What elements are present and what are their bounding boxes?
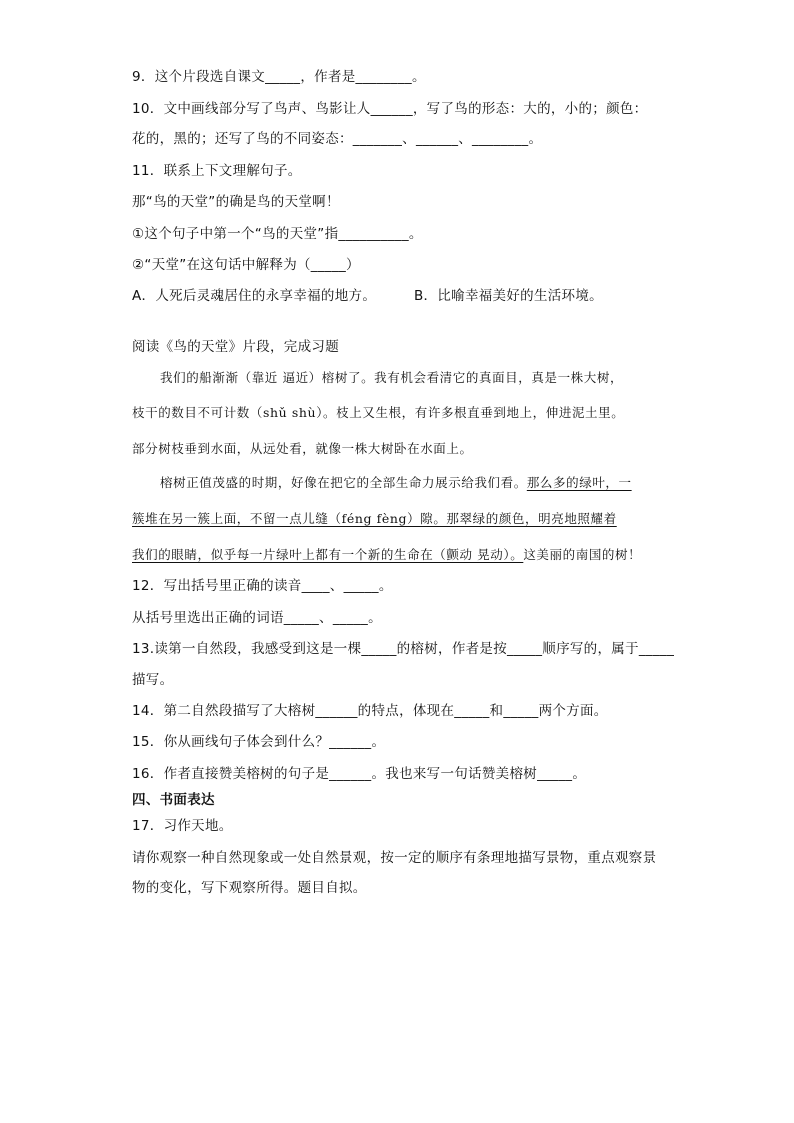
- passage-p1-line2: 枝干的数目不可计数（shǔ shù）。枝上又生根，有许多根直垂到地上，伸进泥土里。: [132, 405, 625, 420]
- passage-p1-line1: 我们的船渐渐（靠近 逼近）榕树了。我有机会看清它的真面目，真是一株大树，: [160, 370, 624, 385]
- passage-p2-line1: [160, 474, 632, 492]
- question-11-part2: ②“天堂”在这句话中解释为（_____）: [132, 257, 360, 273]
- question-16: 16．作者直接赞美榕树的句子是______。我也来写一句话赞美榕树_____。: [132, 766, 587, 782]
- question-11: 11．联系上下文理解句子。: [132, 163, 302, 179]
- question-10-line2: 花的，黑的；还写了鸟的不同姿态：_______、______、________。: [132, 131, 543, 147]
- question-17-line1: 请你观察一种自然现象或一处自然景观，按一定的顺序有条理地描写景物，重点观察景: [132, 850, 657, 866]
- passage-plain-text-end: 这美丽的南国的树！: [523, 547, 642, 562]
- question-14: 14．第二自然段描写了大榕树______的特点，体现在_____和_____两个方面。: [132, 703, 608, 719]
- question-9: 9．这个片段选自课文_____，作者是________。: [132, 69, 426, 85]
- question-11-part1: ①这个句子中第一个“鸟的天堂”指__________。: [132, 226, 423, 242]
- question-11-sentence: 那“鸟的天堂”的确是鸟的天堂啊！: [132, 194, 340, 210]
- option-b: B．比喻幸福美好的生活环境。: [414, 288, 603, 304]
- question-13-line2: 描写。: [132, 672, 174, 688]
- question-12: 12．写出括号里正确的读音____、_____。: [132, 578, 393, 594]
- question-17: 17．习作天地。: [132, 818, 233, 834]
- question-17-line2: 物的变化，写下观察所得。题目自拟。: [132, 880, 367, 896]
- section-heading-writing: 四、书面表达: [132, 792, 215, 808]
- question-12-part2: 从括号里选出正确的词语_____、_____。: [132, 610, 382, 626]
- option-a: A．人死后灵魂居住的永享幸福的地方。: [132, 288, 377, 304]
- question-10-line1: 10．文中画线部分写了鸟声、鸟影让人______，写了鸟的形态：大的，小的；颜色：: [132, 101, 648, 117]
- passage-p2-line3: [132, 546, 641, 564]
- passage-p1-line3: 部分树枝垂到水面，从远处看，就像一株大树卧在水面上。: [132, 441, 473, 456]
- question-13-line1: 13.读第一自然段，我感受到这是一棵_____的榕树，作者是按_____顺序写的，属于_____: [132, 641, 675, 657]
- reading-title: 阅读《鸟的天堂》片段，完成习题: [132, 339, 339, 355]
- passage-plain-text: 榕树正值茂盛的时期，好像在把它的全部生命力展示给我们看。: [160, 475, 527, 490]
- question-15: 15．你从画线句子体会到什么？______。: [132, 734, 386, 750]
- passage-p2-line2: 簇堆在另一簇上面，不留一点儿缝（féng fèng）隙。那翠绿的颜色，明亮地照耀着: [132, 511, 617, 526]
- underlined-sentence: 那么多的绿叶，一: [526, 475, 632, 490]
- underlined-sentence-end: 我们的眼睛，似乎每一片绿叶上都有一个新的生命在（颤动 晃动）。: [132, 547, 524, 562]
